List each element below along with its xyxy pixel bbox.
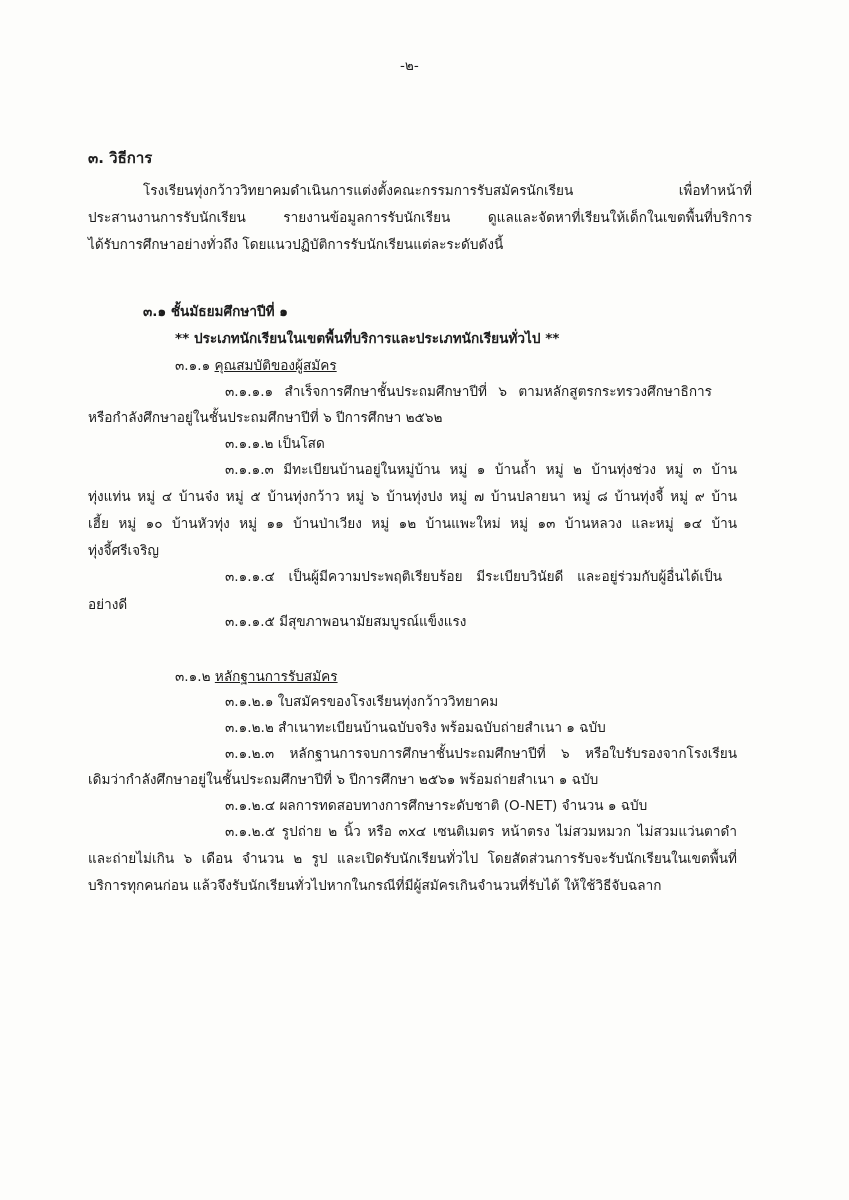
document-5-line-1: ๓.๑.๒.๕ รูปถ่าย ๒ นิ้ว หรือ ๓x๔ เซนติเมตร หน้าตรง ไม่สวมหมวก ไม่สวมแว่นตาดำ — [225, 824, 737, 840]
section-3-1-heading: ๓.๑ ชั้นมัธยมศึกษาปีที่ ๑ — [143, 304, 288, 320]
documents-heading-label: หลักฐานการรับสมัคร — [214, 669, 338, 685]
qualification-3-line-2: ทุ่งแท่น หมู่ ๔ บ้านจ๋ง หมู่ ๕ บ้านทุ่งกว้าว หมู่ ๖ บ้านทุ่งปง หมู่ ๗ บ้านปลายนา หมู่ ๘ บ้านทุ่งจี้ หมู่ ๙ บ้าน — [88, 489, 737, 505]
document-1: ๓.๑.๒.๑ ใบสมัครของโรงเรียนทุ่งกว้าววิทยาคม — [225, 694, 499, 710]
section-3-heading: ๓. วิธีการ — [88, 149, 153, 167]
qualification-1-line-2: หรือกำลังศึกษาอยู่ในชั้นประถมศึกษาปีที่ ๖ ปีการศึกษา ๒๕๖๒ — [88, 410, 443, 426]
qualification-3-line-1: ๓.๑.๑.๓ มีทะเบียนบ้านอยู่ในหมู่บ้าน หมู่ ๑ บ้านถ้ำ หมู่ ๒ บ้านทุ่งช่วง หมู่ ๓ บ้าน — [225, 462, 737, 478]
qualification-4-line-1: ๓.๑.๑.๔ เป็นผู้มีความประพฤติเรียบร้อย มีระเบียบวินัยดี และอยู่ร่วมกับผู้อื่นได้เป็น — [225, 569, 722, 585]
document-5-line-2: และถ่ายไม่เกิน ๖ เดือน จำนวน ๒ รูป และเปิดรับนักเรียนทั่วไป โดยสัดส่วนการรับจะรับนักเรียนในเขตพื้นที่ — [88, 851, 737, 867]
qualification-3-line-3: เฮี้ย หมู่ ๑๐ บ้านหัวทุ่ง หมู่ ๑๑ บ้านป่าเวียง หมู่ ๑๒ บ้านแพะใหม่ หมู่ ๑๓ บ้านหลวง และหมู่ ๑๔ บ้าน — [88, 516, 737, 532]
section-3-1-subheading: ** ประเภทนักเรียนในเขตพื้นที่บริการและประเภทนักเรียนทั่วไป ** — [175, 331, 560, 347]
page-number: -๒- — [400, 58, 419, 74]
qualification-5: ๓.๑.๑.๕ มีสุขภาพอนามัยสมบูรณ์แข็งแรง — [225, 614, 467, 630]
document-3-line-1: ๓.๑.๒.๓ หลักฐานการจบการศึกษาชั้นประถมศึกษาปีที่ ๖ หรือใบรับรองจากโรงเรียน — [225, 746, 737, 762]
section-3-intro-line-2: ประสานงานการรับนักเรียน รายงานข้อมูลการรับนักเรียน ดูแลและจัดหาที่เรียนให้เด็กในเขตพื้นที่บริการ — [88, 210, 752, 226]
documents-heading-number: ๓.๑.๒ — [175, 669, 211, 685]
documents-heading — [175, 667, 338, 687]
qualification-4-line-2: อย่างดี — [88, 597, 128, 613]
qualifications-heading — [175, 356, 337, 376]
document-3-line-2: เดิมว่ากำลังศึกษาอยู่ในชั้นประถมศึกษาปีที่ ๖ ปีการศึกษา ๒๕๖๑ พร้อมถ่ายสำเนา ๑ ฉบับ — [88, 772, 599, 788]
qualifications-heading-label: คุณสมบัติของผู้สมัคร — [214, 358, 337, 374]
document-4: ๓.๑.๒.๔ ผลการทดสอบทางการศึกษาระดับชาติ (O-NET) จำนวน ๑ ฉบับ — [225, 798, 648, 814]
qualification-3-line-4: ทุ่งจี้ศรีเจริญ — [88, 543, 159, 559]
document-5-line-3: บริการทุกคนก่อน แล้วจึงรับนักเรียนทั่วไปหากในกรณีที่มีผู้สมัครเกินจำนวนที่รับได้ ให้ใช้วิธีจับฉลาก — [88, 878, 662, 894]
qualifications-heading-number: ๓.๑.๑ — [175, 358, 211, 374]
section-3-intro-line-3: ได้รับการศึกษาอย่างทั่วถึง โดยแนวปฏิบัติการรับนักเรียนแต่ละระดับดังนี้ — [88, 237, 504, 253]
section-3-intro-line-1: โรงเรียนทุ่งกว้าววิทยาคมดำเนินการแต่งตั้งคณะกรรมการรับสมัครนักเรียน เพื่อทำหน้าที่ — [143, 183, 752, 199]
document-2: ๓.๑.๒.๒ สำเนาทะเบียนบ้านฉบับจริง พร้อมฉบับถ่ายสำเนา ๑ ฉบับ — [225, 720, 606, 736]
qualification-1-line-1: ๓.๑.๑.๑ สำเร็จการศึกษาชั้นประถมศึกษาปีที่ ๖ ตามหลักสูตรกระทรวงศึกษาธิการ — [225, 384, 712, 400]
qualification-2: ๓.๑.๑.๒ เป็นโสด — [225, 436, 325, 452]
